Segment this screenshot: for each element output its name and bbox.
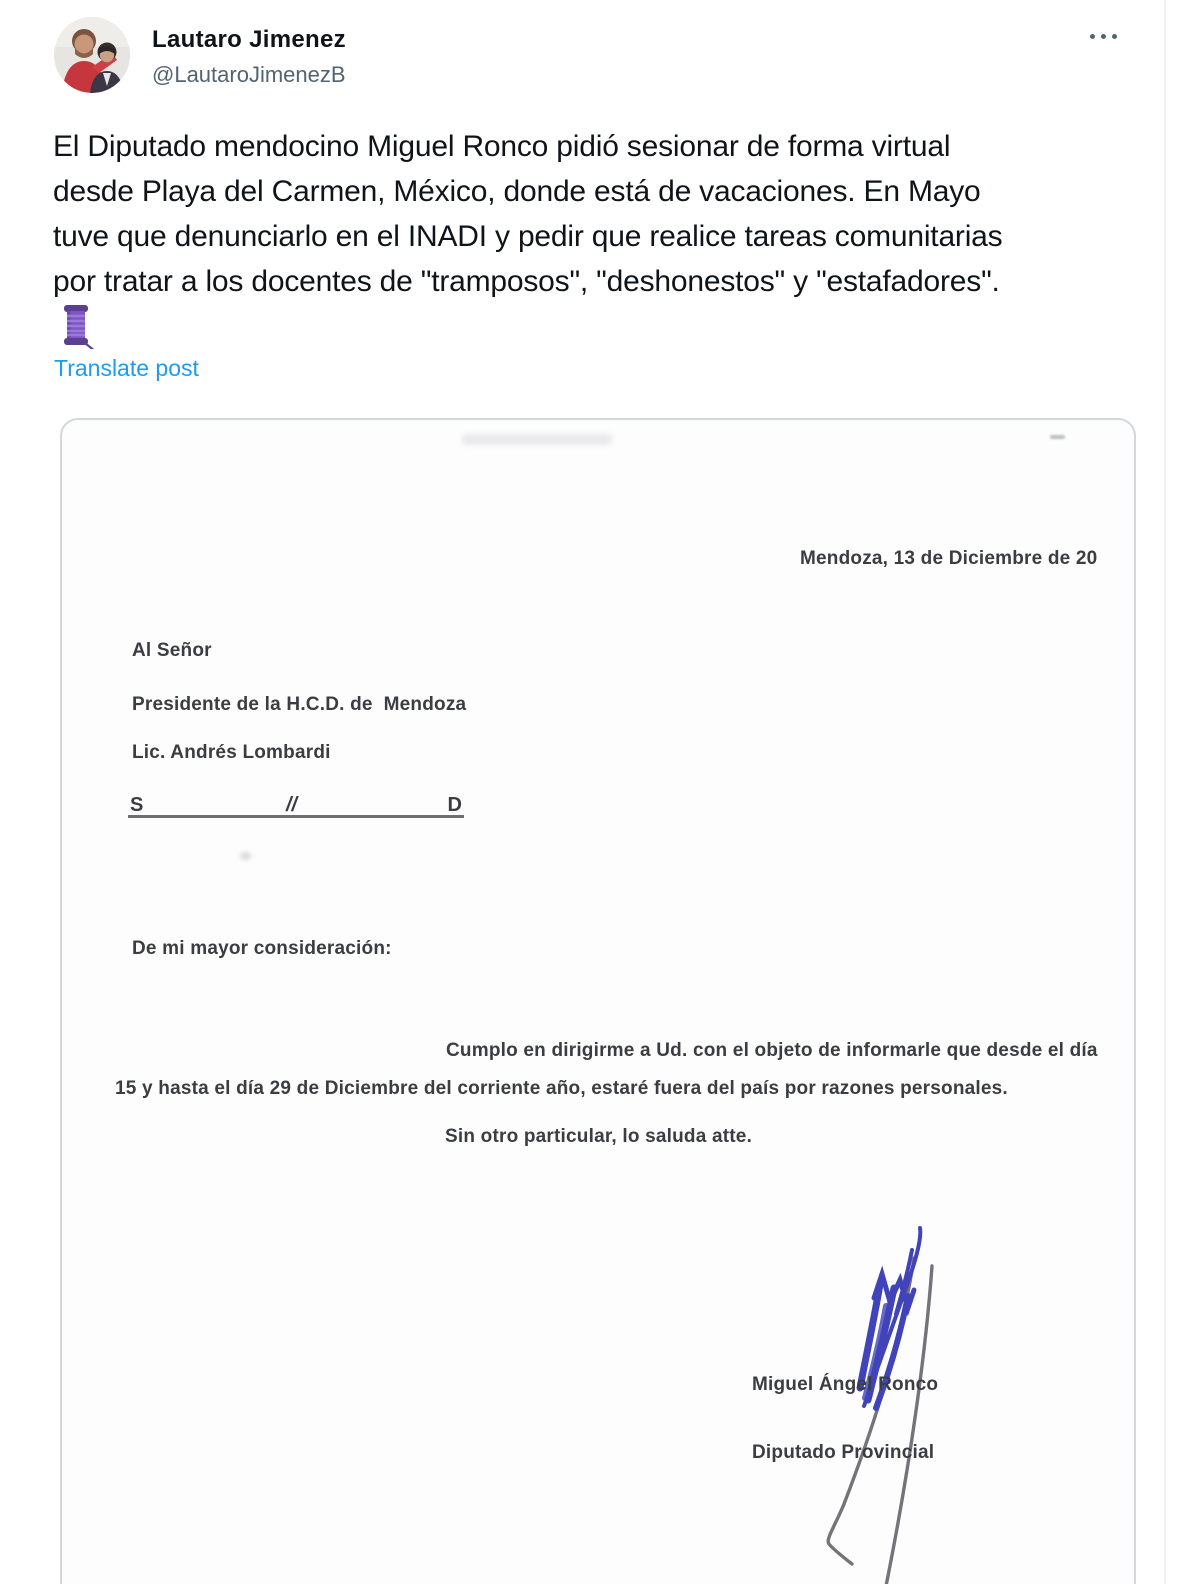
signature-scribble — [762, 1210, 1012, 1584]
letter-greeting: De mi mayor consideración: — [132, 938, 392, 959]
letter-body-line: Cumplo en dirigirme a Ud. con el objeto de informarle que desde el día — [446, 1040, 1098, 1061]
scan-mark — [1050, 435, 1065, 439]
letter-salutation-sd-line — [128, 788, 464, 818]
account-names — [152, 26, 346, 88]
more-options-icon[interactable] — [1086, 30, 1121, 43]
avatar[interactable] — [54, 17, 130, 93]
letter-recipient-line: Presidente de la H.C.D. de Mendoza — [132, 694, 467, 715]
letter-closing: Sin otro particular, lo saluda atte. — [445, 1126, 753, 1147]
letter-date: Mendoza, 13 de Diciembre de 20 — [800, 548, 1098, 569]
scan-mark — [240, 852, 251, 860]
tweet-text-line: desde Playa del Carmen, México, donde está de vacaciones. En Mayo — [53, 175, 981, 208]
letter-body-line: 15 y hasta el día 29 de Diciembre del corriente año, estaré fuera del país por razones personales. — [115, 1078, 1008, 1099]
letter-recipient-line: Lic. Andrés Lombardi — [132, 742, 331, 763]
tweet-text-line: tuve que denunciarlo en el INADI y pedir que realice tareas comunitarias — [53, 220, 1003, 253]
tweet-text-line: por tratar a los docentes de "tramposos", "deshonestos" y "estafadores". — [53, 265, 1000, 298]
account-handle[interactable]: @LautaroJimenezB — [152, 61, 346, 87]
scan-smudge — [462, 434, 612, 445]
salutation-s: S — [130, 794, 144, 816]
letter-recipient-line: Al Señor — [132, 640, 212, 661]
avatar-photo — [54, 17, 130, 93]
letter-signer-title: Diputado Provincial — [752, 1442, 935, 1463]
attached-letter-image[interactable] — [60, 418, 1136, 1584]
salutation-d: D — [447, 794, 462, 816]
tweet-text-line: El Diputado mendocino Miguel Ronco pidió sesionar de forma virtual — [53, 130, 951, 163]
translate-post-link[interactable]: Translate post — [54, 355, 199, 381]
letter-signer-name: Miguel Ángel Ronco — [752, 1374, 939, 1395]
display-name[interactable]: Lautaro Jimenez — [152, 26, 346, 53]
thread-spool-emoji-icon — [58, 303, 94, 349]
tweet-text — [53, 124, 1173, 304]
salutation-separator: // — [286, 794, 298, 816]
